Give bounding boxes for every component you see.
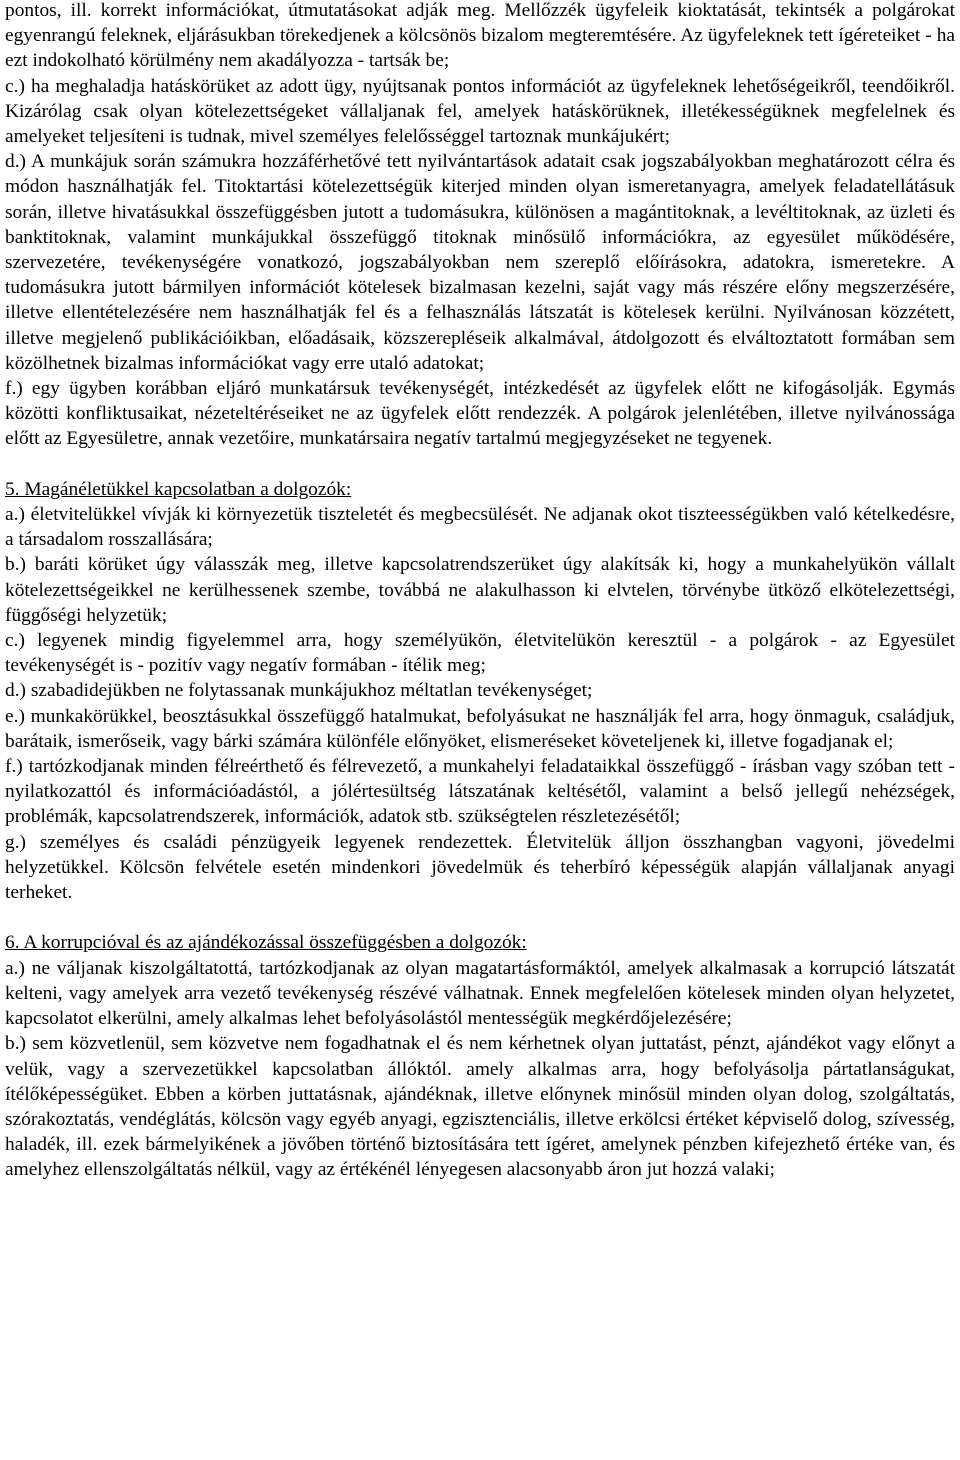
section-spacer <box>5 452 955 477</box>
paragraph-5e: e.) munkakörükkel, beosztásukkal összefüggő hatalmukat, befolyásukat ne használják fel arra, hogy önmaguk, családjuk, barátaik, ismerőseik, vagy bárki számára különféle előnyöket, elismeréseket követeljenek ki, illetve fogadjanak el; <box>5 705 955 752</box>
section-heading-6: 6. A korrupcióval és az ajándékozással összefüggésben a dolgozók: <box>5 932 527 954</box>
paragraph-6a: a.) ne váljanak kiszolgáltatottá, tartózkodjanak az olyan magatartásformáktól, amelyek alkalmasak a korrupció látszatát kelteni, vagy amelyek arra vezető tevékenység részévé válhatnak. Ennek megfelelően kötelesek minden olyan helyzetet, kapcsolatot elkerülni, amely alkalmas lehet befolyásolástól mentességük megkérdőjelezésére; <box>5 957 955 1030</box>
document-page <box>5 0 955 1183</box>
paragraph-5a: a.) életvitelükkel vívják ki környezetük tiszteletét és megbecsülését. Ne adjanak okot tiszteességükben való kételkedésre, a társadalom rosszallására; <box>5 504 955 551</box>
paragraph-6b: b.) sem közvetlenül, sem közvetve nem fogadhatnak el és nem kérhetnek olyan juttatást, pénzt, ajándékot vagy előnyt a velük, vagy a szervezetükkel kapcsolatban állóktól. amely alkalmas arra, hogy befolyásolja pártatlanságukat, ítélőképességüket. Ebben a körben juttatásnak, ajándéknak, illetve előnynek minősül minden olyan dolog, szolgáltatás, szórakoztatás, vendéglátás, kölcsön vagy egyéb anyagi, egzisztenciális, illetve erkölcsi értéket képviselő dolog, szívesség, haladék, ill. ezek bármelyikének a jövőben történő biztosítására tett ígéret, amelynek pénzben kifejezhető értéke van, és amelyhez ellenszolgáltatás nélkül, vagy az értékénél lényegesen alacsonyabb áron jut hozzá valaki; <box>5 1033 955 1181</box>
paragraph-5c: c.) legyenek mindig figyelemmel arra, hogy személyükön, életvitelükön keresztül - a polgárok - az Egyesület tevékenységét is - pozitív vagy negatív formában - ítélik meg; <box>5 630 955 677</box>
section-spacer <box>5 905 955 930</box>
paragraph-c: c.) ha meghaladja hatáskörüket az adott ügy, nyújtsanak pontos információt az ügyfeleknek lehetőségeikről, teendőikről. Kizárólag csak olyan kötelezettségeket vállaljanak fel, amelyek hatáskörüknek, illetékességüknek megfelelnek és amelyeket teljesíteni is tudnak, mivel személyes felelősséggel tartoznak munkájukért; <box>5 75 955 148</box>
section-heading-5: 5. Magánéletükkel kapcsolatban a dolgozók: <box>5 478 352 500</box>
paragraph-d: d.) A munkájuk során számukra hozzáférhetővé tett nyilvántartások adatait csak jogszabályokban meghatározott célra és módon használhatják fel. Titoktartási kötelezettségük kiterjed minden olyan ismeretanyagra, amelyek feladatellátásuk során, illetve hivatásukkal összefüggésben jutott a tudomásukra, különösen a magántitoknak, a levéltitoknak, az üzleti és banktitoknak, valamint munkájukkal összefüggő titoknak minősülő információkra, az egyesület működésére, szervezetére, tevékenységére vonatkozó, jogszabályokban nem szereplő előírásokra, adatokra, ismeretekre. A tudomásukra jutott bármilyen információt kötelesek bizalmasan kezelni, saját vagy más részére előny megszerzésére, illetve ellentételezésére nem használhatják fel és a felhasználás látszatát is kötelesek kerülni. Nyilvánosan közzétett, illetve megjelenő publikációikban, előadásaik, közszerepléseik alkalmával, átdolgozott és elváltoztatott formában sem közölhetnek bizalmas információkat vagy erre utaló adatokat; <box>5 151 955 374</box>
paragraph-intro-continuation: pontos, ill. korrekt információkat, útmutatásokat adják meg. Mellőzzék ügyfeleik kioktatását, tekintsék a polgárokat egyenrangú feleknek, eljárásukban törekedjenek a kölcsönös bizalom megteremtésére. Az ügyfeleknek tett ígéreteiket - ha ezt indokolható körülmény nem akadályozza - tartsák be; <box>5 0 955 72</box>
paragraph-5b: b.) baráti körüket úgy válasszák meg, illetve kapcsolatrendszerüket úgy alakítsák ki, hogy a munkahelyükön vállalt kötelezettségeikkel ne kerülhessenek szembe, továbbá ne alakulhasson ki elvtelen, törvénybe ütköző elkötelezettségi, függőségi helyzetük; <box>5 554 955 626</box>
paragraph-f: f.) egy ügyben korábban eljáró munkatársuk tevékenységét, intézkedését az ügyfelek előtt ne kifogásolják. Egymás közötti konfliktusaikat, nézeteltéréseiket ne az ügyfelek előtt rendezzék. A polgárok jelenlétében, illetve nyilvánossága előtt az Egyesületre, annak vezetőire, munkatársaira negatív tartalmú megjegyzéseket ne tegyenek. <box>5 378 955 450</box>
paragraph-5f: f.) tartózkodjanak minden félreérthető és félrevezető, a munkahelyi feladataikkal összefüggő - írásban vagy szóban tett - nyilatkozattól és információadástól, a jólértesültség látszatának keltésétől, valamint a belső jellegű nehézségek, problémák, kapcsolatrendszerek, információk, adatok stb. szükségtelen részletezésétől; <box>5 756 955 828</box>
paragraph-5g: g.) személyes és családi pénzügyeik legyenek rendezettek. Életvitelük álljon összhangban vagyoni, jövedelmi helyzetükkel. Kölcsön felvétele esetén mindenkori jövedelmük és teherbíró képességük alapján vállaljanak anyagi terheket. <box>5 831 955 904</box>
paragraph-5d: d.) szabadidejükben ne folytassanak munkájukhoz méltatlan tevékenységet; <box>5 680 593 702</box>
